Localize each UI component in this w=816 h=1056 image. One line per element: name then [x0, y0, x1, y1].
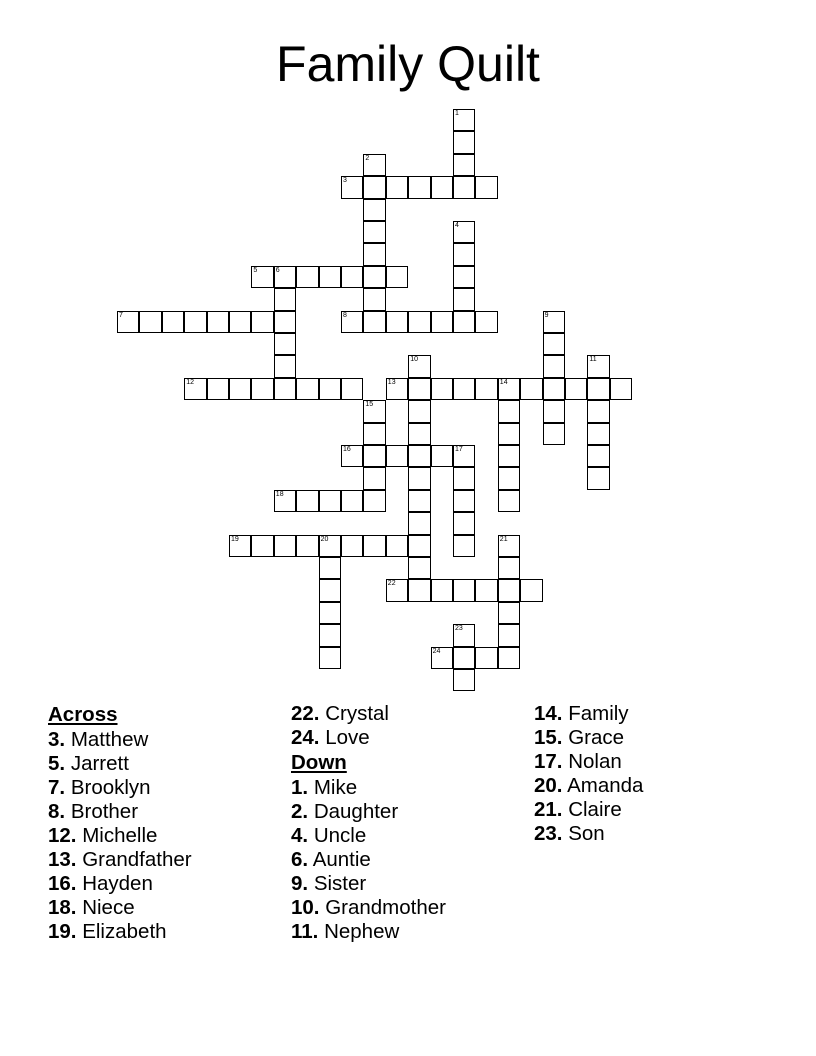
cell-number: 1: [455, 110, 459, 117]
grid-cell[interactable]: [251, 266, 273, 288]
clue-number: 7.: [48, 776, 66, 799]
cell-number: 14: [499, 378, 508, 386]
grid-cell[interactable]: [319, 378, 341, 400]
grid-cell[interactable]: [341, 490, 363, 512]
grid-cell[interactable]: [520, 378, 542, 400]
grid-cell[interactable]: [543, 311, 565, 333]
grid-cell[interactable]: [475, 647, 497, 669]
cell-number: 23: [455, 625, 463, 633]
grid-cell[interactable]: [341, 266, 363, 288]
cell-number: 19: [231, 535, 239, 543]
clue-list: [534, 702, 643, 846]
clue-number: 6.: [291, 848, 309, 871]
grid-cell[interactable]: [319, 557, 341, 579]
clue-text: Matthew: [70, 728, 149, 751]
grid-cell[interactable]: [319, 266, 341, 288]
page-title: Family Quilt: [276, 36, 540, 92]
clue-item: [48, 920, 192, 944]
grid-cell[interactable]: [520, 579, 542, 601]
grid-cell[interactable]: [363, 445, 385, 467]
grid-cell[interactable]: [341, 535, 363, 557]
grid-cell[interactable]: [386, 445, 408, 467]
grid-cell[interactable]: [453, 131, 475, 153]
clue-text: Brother: [70, 800, 139, 823]
grid-cell[interactable]: [408, 400, 430, 422]
cell-number: 10: [410, 356, 418, 364]
clue-item: [534, 702, 643, 726]
grid-cell[interactable]: [184, 311, 206, 333]
clue-text: Grace: [568, 726, 625, 749]
clue-number: 11.: [291, 920, 319, 943]
clue-item: [291, 702, 446, 726]
clue-number: 3.: [48, 728, 66, 751]
grid-cell[interactable]: [498, 490, 520, 512]
grid-cell[interactable]: [453, 669, 475, 691]
grid-cell[interactable]: [431, 378, 453, 400]
grid-cell[interactable]: [296, 266, 318, 288]
clue-column-1: [48, 702, 192, 944]
grid-cell[interactable]: [408, 512, 430, 534]
cell-number: 16: [343, 446, 351, 453]
grid-cell[interactable]: [475, 579, 497, 601]
clue-text: Nephew: [324, 920, 400, 943]
grid-cell[interactable]: [296, 535, 318, 557]
grid-cell[interactable]: [296, 378, 318, 400]
grid-cell[interactable]: [475, 311, 497, 333]
clue-number: 14.: [534, 702, 563, 725]
clue-text: Uncle: [313, 824, 367, 847]
grid-cell[interactable]: [408, 176, 430, 198]
clue-text: Daughter: [313, 800, 399, 823]
clue-number: 13.: [48, 848, 77, 871]
grid-cell[interactable]: [453, 512, 475, 534]
grid-cell[interactable]: [498, 579, 520, 601]
grid-cell[interactable]: [453, 490, 475, 512]
grid-cell[interactable]: [431, 579, 453, 601]
grid-cell[interactable]: [319, 490, 341, 512]
clue-item: [534, 726, 643, 750]
grid-cell[interactable]: [251, 378, 273, 400]
grid-cell[interactable]: [229, 535, 251, 557]
clue-list: [291, 776, 446, 944]
grid-cell[interactable]: [453, 467, 475, 489]
grid-cell[interactable]: [363, 311, 385, 333]
grid-cell[interactable]: [431, 176, 453, 198]
grid-cell[interactable]: [319, 602, 341, 624]
clue-item: [534, 750, 643, 774]
grid-cell[interactable]: [386, 266, 408, 288]
grid-cell[interactable]: [610, 378, 632, 400]
grid-cell[interactable]: [543, 355, 565, 377]
grid-cell[interactable]: [431, 647, 453, 669]
clue-number: 16.: [48, 872, 77, 895]
grid-cell[interactable]: [408, 355, 430, 377]
grid-cell[interactable]: [453, 154, 475, 176]
grid-cell[interactable]: [386, 535, 408, 557]
grid-cell[interactable]: [475, 176, 497, 198]
clue-item: [291, 872, 446, 896]
cell-number: 13: [387, 378, 396, 386]
grid-cell[interactable]: [498, 602, 520, 624]
grid-cell[interactable]: [296, 490, 318, 512]
clue-text: Jarrett: [70, 752, 129, 775]
cell-number: 22: [387, 580, 396, 588]
grid-cell[interactable]: [453, 176, 475, 198]
cell-number: 2: [365, 154, 370, 162]
grid-cell[interactable]: [117, 311, 139, 333]
grid-cell[interactable]: [274, 333, 296, 355]
clue-item: [48, 824, 192, 848]
grid-cell[interactable]: [543, 378, 565, 400]
grid-cell[interactable]: [453, 535, 475, 557]
grid-cell[interactable]: [475, 378, 497, 400]
clue-item: [48, 800, 192, 824]
grid-cell[interactable]: [408, 557, 430, 579]
clue-number: 9.: [291, 872, 309, 895]
grid-cell[interactable]: [363, 221, 385, 243]
grid-cell[interactable]: [363, 423, 385, 445]
grid-cell[interactable]: [453, 288, 475, 310]
clue-item: [291, 824, 446, 848]
grid-cell[interactable]: [408, 445, 430, 467]
grid-cell[interactable]: [408, 311, 430, 333]
clue-list: [48, 728, 192, 944]
clue-text: Grandmother: [325, 896, 446, 919]
clue-text: Niece: [82, 896, 135, 919]
cell-number: 7: [119, 311, 123, 319]
clue-number: 21.: [534, 798, 563, 821]
grid-cell[interactable]: [319, 579, 341, 601]
clue-number: 18.: [48, 896, 77, 919]
grid-cell[interactable]: [184, 378, 206, 400]
cell-number: 20: [320, 535, 329, 543]
grid-cell[interactable]: [431, 311, 453, 333]
clue-text: Nolan: [568, 750, 622, 773]
clue-text: Family: [568, 702, 629, 725]
clue-text: Brooklyn: [70, 776, 151, 799]
clue-item: [534, 822, 643, 846]
grid-cell[interactable]: [543, 423, 565, 445]
cell-number: 9: [544, 311, 549, 319]
grid-cell[interactable]: [274, 378, 296, 400]
clue-item: [291, 848, 446, 872]
grid-cell[interactable]: [363, 154, 385, 176]
clue-text: Crystal: [325, 702, 389, 725]
grid-cell[interactable]: [363, 176, 385, 198]
grid-cell[interactable]: [453, 624, 475, 646]
grid-cell[interactable]: [498, 400, 520, 422]
grid-cell[interactable]: [274, 311, 296, 333]
grid-cell[interactable]: [453, 445, 475, 467]
grid-cell[interactable]: [408, 535, 430, 557]
grid-cell[interactable]: [453, 647, 475, 669]
grid-cell[interactable]: [587, 467, 609, 489]
clue-item: [534, 774, 643, 798]
grid-cell[interactable]: [363, 400, 385, 422]
grid-cell[interactable]: [587, 423, 609, 445]
grid-cell[interactable]: [341, 378, 363, 400]
clue-text: Claire: [568, 798, 622, 821]
grid-cell[interactable]: [565, 378, 587, 400]
cell-number: 21: [499, 535, 508, 543]
clue-item: [291, 800, 446, 824]
grid-cell[interactable]: [386, 579, 408, 601]
clue-text: Amanda: [567, 774, 644, 797]
clue-number: 4.: [291, 824, 309, 847]
clue-number: 12.: [48, 824, 77, 847]
grid-cell[interactable]: [408, 467, 430, 489]
grid-cell[interactable]: [162, 311, 184, 333]
grid-cell[interactable]: [453, 109, 475, 131]
grid-cell[interactable]: [251, 311, 273, 333]
grid-cell[interactable]: [341, 176, 363, 198]
grid-cell[interactable]: [543, 333, 565, 355]
grid-cell[interactable]: [453, 221, 475, 243]
cell-number: 17: [455, 446, 463, 453]
grid-cell[interactable]: [319, 535, 341, 557]
cell-number: 18: [275, 490, 284, 498]
clue-item: [534, 798, 643, 822]
grid-cell[interactable]: [207, 311, 229, 333]
cell-number: 12: [186, 378, 194, 386]
cell-number: 24: [432, 647, 441, 655]
clue-text: Michelle: [82, 824, 158, 847]
clue-number: 10.: [291, 896, 320, 919]
clue-text: Mike: [313, 776, 358, 799]
cell-number: 3: [343, 177, 347, 185]
grid-cell[interactable]: [386, 176, 408, 198]
grid-cell[interactable]: [363, 288, 385, 310]
grid-cell[interactable]: [431, 445, 453, 467]
clue-text: Elizabeth: [82, 920, 167, 943]
clue-text: Auntie: [312, 848, 371, 871]
clue-text: Grandfather: [82, 848, 192, 871]
cell-number: 15: [365, 401, 374, 409]
clue-text: Sister: [313, 872, 367, 895]
clue-text: Son: [568, 822, 605, 845]
grid-cell[interactable]: [319, 647, 341, 669]
clue-number: 20.: [534, 774, 563, 797]
clue-item: [48, 896, 192, 920]
clue-item: [48, 776, 192, 800]
grid-cell[interactable]: [274, 355, 296, 377]
clue-number: 22.: [291, 702, 320, 725]
grid-cell[interactable]: [274, 490, 296, 512]
clue-item: [48, 848, 192, 872]
clue-number: 15.: [534, 726, 563, 749]
grid-cell[interactable]: [408, 579, 430, 601]
cell-number: 8: [343, 311, 347, 319]
grid-cell[interactable]: [363, 535, 385, 557]
grid-cell[interactable]: [139, 311, 161, 333]
grid-cell[interactable]: [363, 243, 385, 265]
clue-item: [48, 752, 192, 776]
grid-cell[interactable]: [453, 266, 475, 288]
grid-cell[interactable]: [274, 266, 296, 288]
grid-cell[interactable]: [408, 378, 430, 400]
clue-item: [48, 728, 192, 752]
grid-cell[interactable]: [498, 647, 520, 669]
grid-cell[interactable]: [363, 199, 385, 221]
clue-text: Love: [325, 726, 370, 749]
clue-number: 17.: [534, 750, 563, 773]
grid-cell[interactable]: [274, 288, 296, 310]
clue-text: Hayden: [82, 872, 153, 895]
grid-cell[interactable]: [587, 445, 609, 467]
clue-number: 24.: [291, 726, 320, 749]
grid-cell[interactable]: [453, 579, 475, 601]
grid-cell[interactable]: [363, 467, 385, 489]
cell-number: 11: [589, 356, 597, 364]
grid-cell[interactable]: [453, 243, 475, 265]
grid-cell[interactable]: [498, 378, 520, 400]
clue-number: 2.: [291, 800, 309, 823]
clue-column-2: [291, 702, 446, 944]
grid-cell[interactable]: [251, 535, 273, 557]
grid-cell[interactable]: [274, 535, 296, 557]
clue-item: [48, 872, 192, 896]
clue-item: [291, 726, 446, 750]
grid-cell[interactable]: [587, 378, 609, 400]
grid-cell[interactable]: [386, 378, 408, 400]
grid-cell[interactable]: [453, 378, 475, 400]
grid-cell[interactable]: [229, 378, 251, 400]
grid-cell[interactable]: [498, 423, 520, 445]
grid-cell[interactable]: [587, 400, 609, 422]
cell-number: 4: [455, 222, 459, 229]
clue-item: [291, 920, 446, 944]
grid-cell[interactable]: [498, 624, 520, 646]
down-heading: Down: [291, 751, 347, 774]
clue-number: 5.: [48, 752, 66, 775]
grid-cell[interactable]: [207, 378, 229, 400]
grid-cell[interactable]: [498, 467, 520, 489]
clue-column-3: [534, 702, 643, 846]
grid-cell[interactable]: [363, 490, 385, 512]
grid-cell[interactable]: [498, 445, 520, 467]
clue-list: [291, 702, 446, 750]
grid-cell[interactable]: [453, 311, 475, 333]
grid-cell[interactable]: [363, 266, 385, 288]
cell-number: 5: [253, 266, 258, 274]
clue-number: 8.: [48, 800, 66, 823]
grid-cell[interactable]: [341, 445, 363, 467]
cell-number: 6: [275, 266, 280, 274]
grid-cell[interactable]: [587, 355, 609, 377]
grid-cell[interactable]: [543, 400, 565, 422]
grid-cell[interactable]: [498, 557, 520, 579]
clue-number: 19.: [48, 920, 77, 943]
clue-item: [291, 896, 446, 920]
grid-cell[interactable]: [319, 624, 341, 646]
grid-cell[interactable]: [498, 535, 520, 557]
grid-cell[interactable]: [341, 311, 363, 333]
clue-number: 1.: [291, 776, 309, 799]
grid-cell[interactable]: [229, 311, 251, 333]
clue-number: 23.: [534, 822, 563, 845]
clue-item: [291, 776, 446, 800]
across-heading: Across: [48, 703, 118, 726]
grid-cell[interactable]: [408, 423, 430, 445]
grid-cell[interactable]: [408, 490, 430, 512]
grid-cell[interactable]: [386, 311, 408, 333]
